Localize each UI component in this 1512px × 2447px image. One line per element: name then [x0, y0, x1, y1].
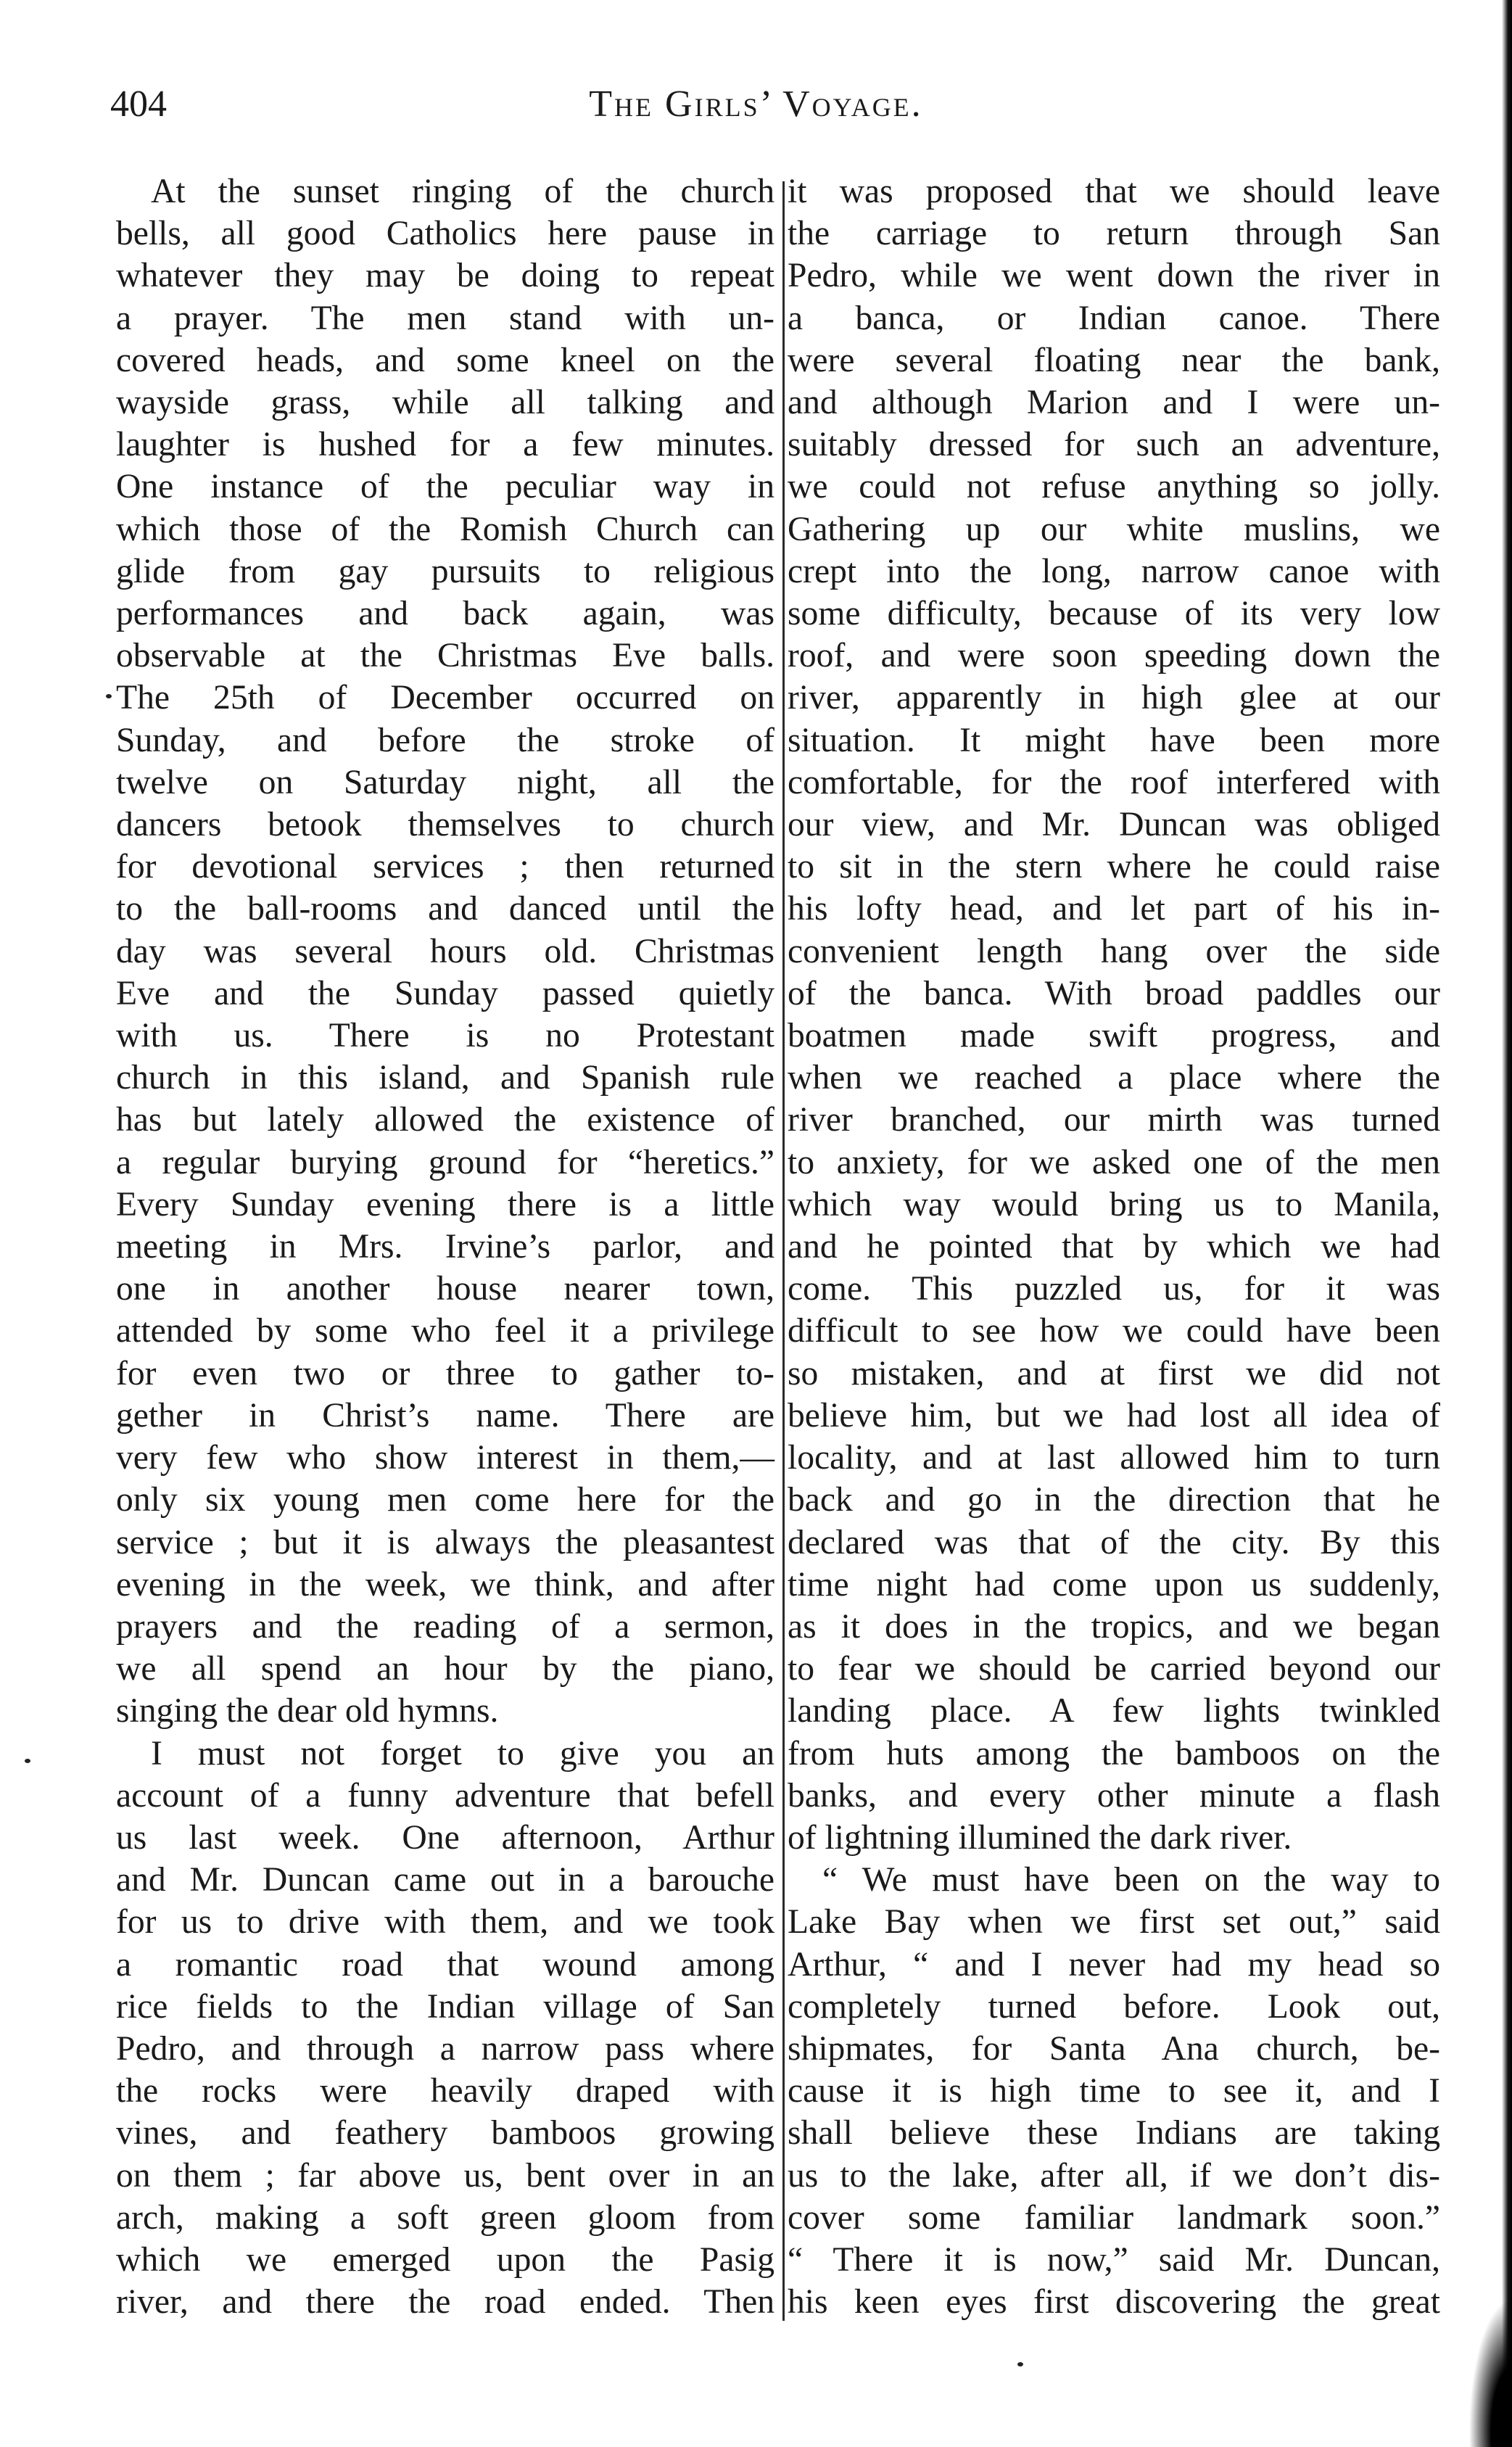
text-line: to anxiety, for we asked one of the men: [788, 1143, 1440, 1181]
text-line: declared was that of the city. By this: [788, 1523, 1440, 1561]
stray-mark: [106, 694, 112, 698]
text-line: “ There it is now,” said Mr. Duncan,: [788, 2240, 1440, 2279]
text-line: singing the dear old hymns.: [116, 1692, 499, 1730]
text-line: At the sunset ringing of the church: [151, 173, 774, 210]
text-line: to sit in the stern where he could raise: [788, 848, 1440, 886]
text-line: his lofty head, and let part of his in-: [788, 890, 1440, 928]
text-line: on them ; far above us, bent over in an: [116, 2156, 774, 2195]
text-line: glide from gay pursuits to religious: [116, 552, 774, 590]
text-line: we all spend an hour by the piano,: [116, 1650, 774, 1688]
text-line: we could not refuse anything so jolly.: [788, 468, 1440, 506]
text-line: believe him, but we had lost all idea of: [788, 1396, 1440, 1435]
text-line: cover some familiar landmark soon.”: [788, 2198, 1440, 2237]
text-line: whatever they may be doing to repeat: [116, 257, 774, 295]
text-line: as it does in the tropics, and we began: [788, 1607, 1440, 1646]
text-line: prayers and the reading of a sermon,: [116, 1607, 774, 1646]
text-line: the rocks were heavily draped with: [116, 2072, 774, 2110]
text-line: laughter is hushed for a few minutes.: [116, 426, 774, 464]
text-line: our view, and Mr. Duncan was obliged: [788, 806, 1440, 844]
stray-mark: [1017, 2362, 1023, 2366]
text-line: evening in the week, we think, and after: [116, 1565, 774, 1604]
text-line: performances and back again, was: [116, 595, 774, 633]
text-line: with us. There is no Protestant: [116, 1017, 774, 1055]
text-line: river, and there the road ended. Then: [116, 2283, 774, 2322]
text-line: dancers betook themselves to church: [116, 806, 774, 844]
text-line: attended by some who feel it a privilege: [116, 1312, 774, 1350]
text-line: Gathering up our white muslins, we: [788, 510, 1440, 548]
page-edge-shadow: [1502, 0, 1512, 2447]
text-line: completely turned before. Look out,: [788, 1987, 1440, 2026]
stray-mark: [25, 1759, 30, 1763]
text-line: and he pointed that by which we had: [788, 1228, 1440, 1266]
running-head: The Girls’ Voyage.: [589, 83, 923, 125]
text-line: meeting in Mrs. Irvine’s parlor, and: [116, 1228, 774, 1266]
text-line: observable at the Christmas Eve balls.: [116, 637, 774, 675]
text-line: from huts among the bamboos on the: [788, 1734, 1440, 1773]
text-line: gether in Christ’s name. There are: [116, 1396, 774, 1435]
text-line: shall believe these Indians are taking: [788, 2114, 1440, 2153]
text-line: and although Marion and I were un-: [788, 384, 1440, 422]
column-rule: [782, 181, 785, 2321]
text-line: river branched, our mirth was turned: [788, 1101, 1440, 1139]
text-line: very few who show interest in them,—: [116, 1439, 774, 1477]
text-line: some difficulty, because of its very low: [788, 595, 1440, 633]
text-line: The 25th of December occurred on: [116, 679, 774, 717]
text-line: landing place. A few lights twinkled: [788, 1692, 1440, 1730]
text-line: were several floating near the bank,: [788, 341, 1440, 379]
text-line: back and go in the direction that he: [788, 1481, 1440, 1519]
text-line: the carriage to return through San: [788, 215, 1440, 253]
text-line: church in this island, and Spanish rule: [116, 1059, 774, 1097]
text-line: which those of the Romish Church can: [116, 510, 774, 548]
text-line: to fear we should be carried beyond our: [788, 1650, 1440, 1688]
text-line: it was proposed that we should leave: [788, 173, 1440, 210]
text-line: situation. It might have been more: [788, 721, 1440, 759]
text-line: Sunday, and before the stroke of: [116, 721, 774, 759]
text-line: a regular burying ground for “heretics.”: [116, 1143, 774, 1181]
text-line: for even two or three to gather to-: [116, 1354, 774, 1392]
text-line: which way would bring us to Manila,: [788, 1185, 1440, 1224]
text-line: Arthur, “ and I never had my head so: [788, 1945, 1440, 1984]
text-line: Eve and the Sunday passed quietly: [116, 974, 774, 1012]
text-line: I must not forget to give you an: [151, 1734, 774, 1773]
text-line: roof, and were soon speeding down the: [788, 637, 1440, 675]
text-line: boatmen made swift progress, and: [788, 1017, 1440, 1055]
text-line: One instance of the peculiar way in: [116, 468, 774, 506]
text-line: service ; but it is always the pleasantest: [116, 1523, 774, 1561]
text-line: Pedro, and through a narrow pass where: [116, 2029, 774, 2068]
text-line: Pedro, while we went down the river in: [788, 257, 1440, 295]
text-line: one in another house nearer town,: [116, 1270, 774, 1308]
text-line: for devotional services ; then returned: [116, 848, 774, 886]
text-line: difficult to see how we could have been: [788, 1312, 1440, 1350]
text-line: so mistaken, and at first we did not: [788, 1354, 1440, 1392]
text-line: to the ball-rooms and danced until the: [116, 890, 774, 928]
text-line: of lightning illumined the dark river.: [788, 1818, 1292, 1857]
text-column-right: [788, 170, 1440, 2323]
text-line: shipmates, for Santa Ana church, be-: [788, 2029, 1440, 2068]
text-line: only six young men come here for the: [116, 1481, 774, 1519]
text-line: cause it is high time to see it, and I: [788, 2072, 1440, 2110]
text-line: river, apparently in high glee at our: [788, 679, 1440, 717]
text-line: arch, making a soft green gloom from: [116, 2198, 774, 2237]
text-line: comfortable, for the roof interfered with: [788, 763, 1440, 801]
text-line: account of a funny adventure that befell: [116, 1776, 774, 1815]
text-line: “ We must have been on the way to: [822, 1861, 1440, 1899]
text-line: crept into the long, narrow canoe with: [788, 552, 1440, 590]
text-line: twelve on Saturday night, all the: [116, 763, 774, 801]
page-edge-blot: [1470, 2302, 1512, 2447]
text-line: covered heads, and some kneel on the: [116, 341, 774, 379]
text-line: Every Sunday evening there is a little: [116, 1185, 774, 1224]
text-line: of the banca. With broad paddles our: [788, 974, 1440, 1012]
text-line: convenient length hang over the side: [788, 932, 1440, 970]
text-line: vines, and feathery bamboos growing: [116, 2114, 774, 2153]
text-line: suitably dressed for such an adventure,: [788, 426, 1440, 464]
text-line: come. This puzzled us, for it was: [788, 1270, 1440, 1308]
text-line: day was several hours old. Christmas: [116, 932, 774, 970]
page-number: 404: [110, 83, 167, 125]
text-line: us to the lake, after all, if we don’t dis-: [788, 2156, 1440, 2195]
text-line: wayside grass, while all talking and: [116, 384, 774, 422]
text-line: for us to drive with them, and we took: [116, 1903, 774, 1941]
text-line: when we reached a place where the: [788, 1059, 1440, 1097]
text-line: us last week. One afternoon, Arthur: [116, 1818, 774, 1857]
text-line: time night had come upon us suddenly,: [788, 1565, 1440, 1604]
text-line: banks, and every other minute a flash: [788, 1776, 1440, 1815]
text-column-left: [116, 170, 774, 2323]
text-line: Lake Bay when we first set out,” said: [788, 1903, 1440, 1941]
text-line: rice fields to the Indian village of San: [116, 1987, 774, 2026]
text-line: his keen eyes first discovering the great: [788, 2283, 1440, 2322]
text-line: which we emerged upon the Pasig: [116, 2240, 774, 2279]
text-line: a romantic road that wound among: [116, 1945, 774, 1984]
text-line: bells, all good Catholics here pause in: [116, 215, 774, 253]
text-line: a banca, or Indian canoe. There: [788, 299, 1440, 337]
text-line: and Mr. Duncan came out in a barouche: [116, 1861, 774, 1899]
text-line: has but lately allowed the existence of: [116, 1101, 774, 1139]
text-line: locality, and at last allowed him to turn: [788, 1439, 1440, 1477]
text-line: a prayer. The men stand with un-: [116, 299, 774, 337]
